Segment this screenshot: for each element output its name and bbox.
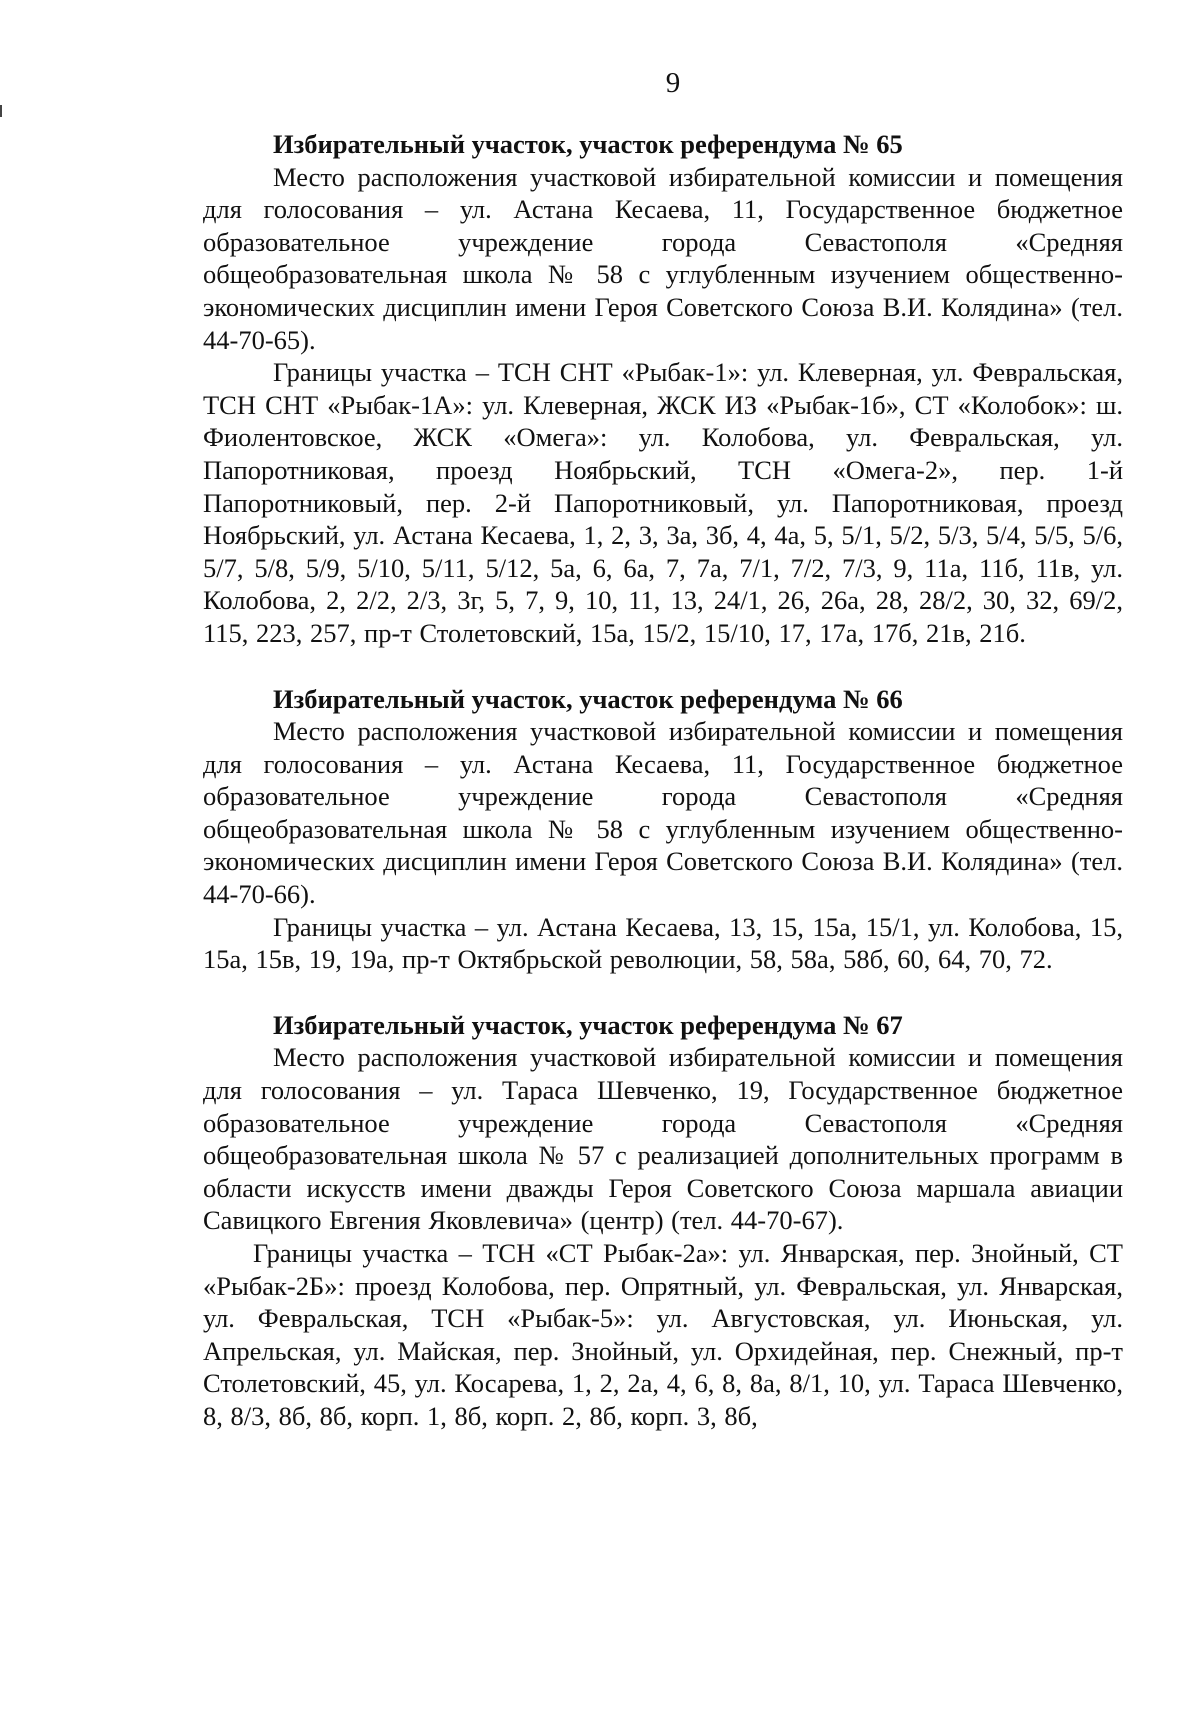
location-paragraph: Место расположения участковой избирательной комиссии и помещения для голосования – ул. Астана Кесаева, 11, Государственное бюджетное образовательное учреждение города Севастополя «Средняя общеобразовательная школа № 58 с углубленным изучением общественно-экономических дисциплин имени Героя Советского Союза В.И. Колядина» (тел. 44-70-66). [203,716,1123,910]
section-precinct-65 [203,128,1123,650]
location-paragraph: Место расположения участковой избирательной комиссии и помещения для голосования – ул. Астана Кесаева, 11, Государственное бюджетное образовательное учреждение города Севастополя «Средняя общеобразовательная школа № 58 с углубленным изучением общественно-экономических дисциплин имени Героя Советского Союза В.И. Колядина» (тел. 44-70-65). [203,161,1123,355]
location-paragraph: Место расположения участковой избирательной комиссии и помещения для голосования – ул. Тараса Шевченко, 19, Государственное бюджетное образовательное учреждение города Севастополя «Средняя общеобразовательная школа № 57 с реализацией дополнительных программ в области искусств имени дважды Героя Советского Союза маршала авиации Савицкого Евгения Яковлевича» (центр) (тел. 44-70-67). [203,1042,1123,1236]
section-precinct-66 [203,683,1123,976]
section-precinct-67 [203,1009,1123,1433]
borders-paragraph: Границы участка – ТСН СНТ «Рыбак-1»: ул. Клеверная, ул. Февральская, ТСН СНТ «Рыбак-1А»: ул. Клеверная, ЖСК ИЗ «Рыбак-1б», СТ «Колобок»: ш. Фиолентовское, ЖСК «Омега»: ул. Колобова, ул. Февральская, ул. Папоротниковая, проезд Ноябрьский, ТСН «Омега-2», пер. 1-й Папоротниковый, пер. 2-й Папоротниковый, ул. Папоротниковая, проезд Ноябрьский, ул. Астана Кесаева, 1, 2, 3, 3а, 3б, 4, 4а, 5, 5/1, 5/2, 5/3, 5/4, 5/5, 5/6, 5/7, 5/8, 5/9, 5/10, 5/11, 5/12, 5а, 6, 6а, 7, 7а, 7/1, 7/2, 7/3, 9, 11а, 11б, 11в, ул. Колобова, 2, 2/2, 2/3, 3г, 5, 7, 9, 10, 11, 13, 24/1, 26, 26а, 28, 28/2, 30, 32, 69/2, 115, 223, 257, пр-т Столетовский, 15а, 15/2, 15/10, 17, 17а, 17б, 21в, 21б. [203,357,1123,648]
page-number: 9 [665,67,681,99]
borders-paragraph: Границы участка – ТСН «СТ Рыбак-2а»: ул. Январская, пер. Знойный, СТ «Рыбак-2Б»: проезд Колобова, пер. Опрятный, ул. Февральская, ул. Январская, ул. Февральская, ТСН «Рыбак-5»: ул. Августовская, ул. Июньская, ул. Апрельская, ул. Майская, пер. Знойный, ул. Орхидейная, пер. Снежный, пр-т Столетовский, 45, ул. Косарева, 1, 2, 2а, 4, 6, 8, 8а, 8/1, 10, ул. Тараса Шевченко, 8, 8/3, 8б, 8б, корп. 1, 8б, корп. 2, 8б, корп. 3, 8б, [203,1238,1123,1431]
document-body [203,128,1123,1433]
section-heading: Избирательный участок, участок референдума № 66 [273,683,903,714]
scan-artifact-mark [0,105,2,117]
borders-paragraph: Границы участка – ул. Астана Кесаева, 13, 15, 15а, 15/1, ул. Колобова, 15, 15а, 15в, 19, 19а, пр-т Октябрьской революции, 58, 58а, 58б, 60, 64, 70, 72. [203,911,1123,975]
section-heading: Избирательный участок, участок референдума № 65 [273,129,903,159]
section-heading: Избирательный участок, участок референдума № 67 [273,1009,903,1040]
